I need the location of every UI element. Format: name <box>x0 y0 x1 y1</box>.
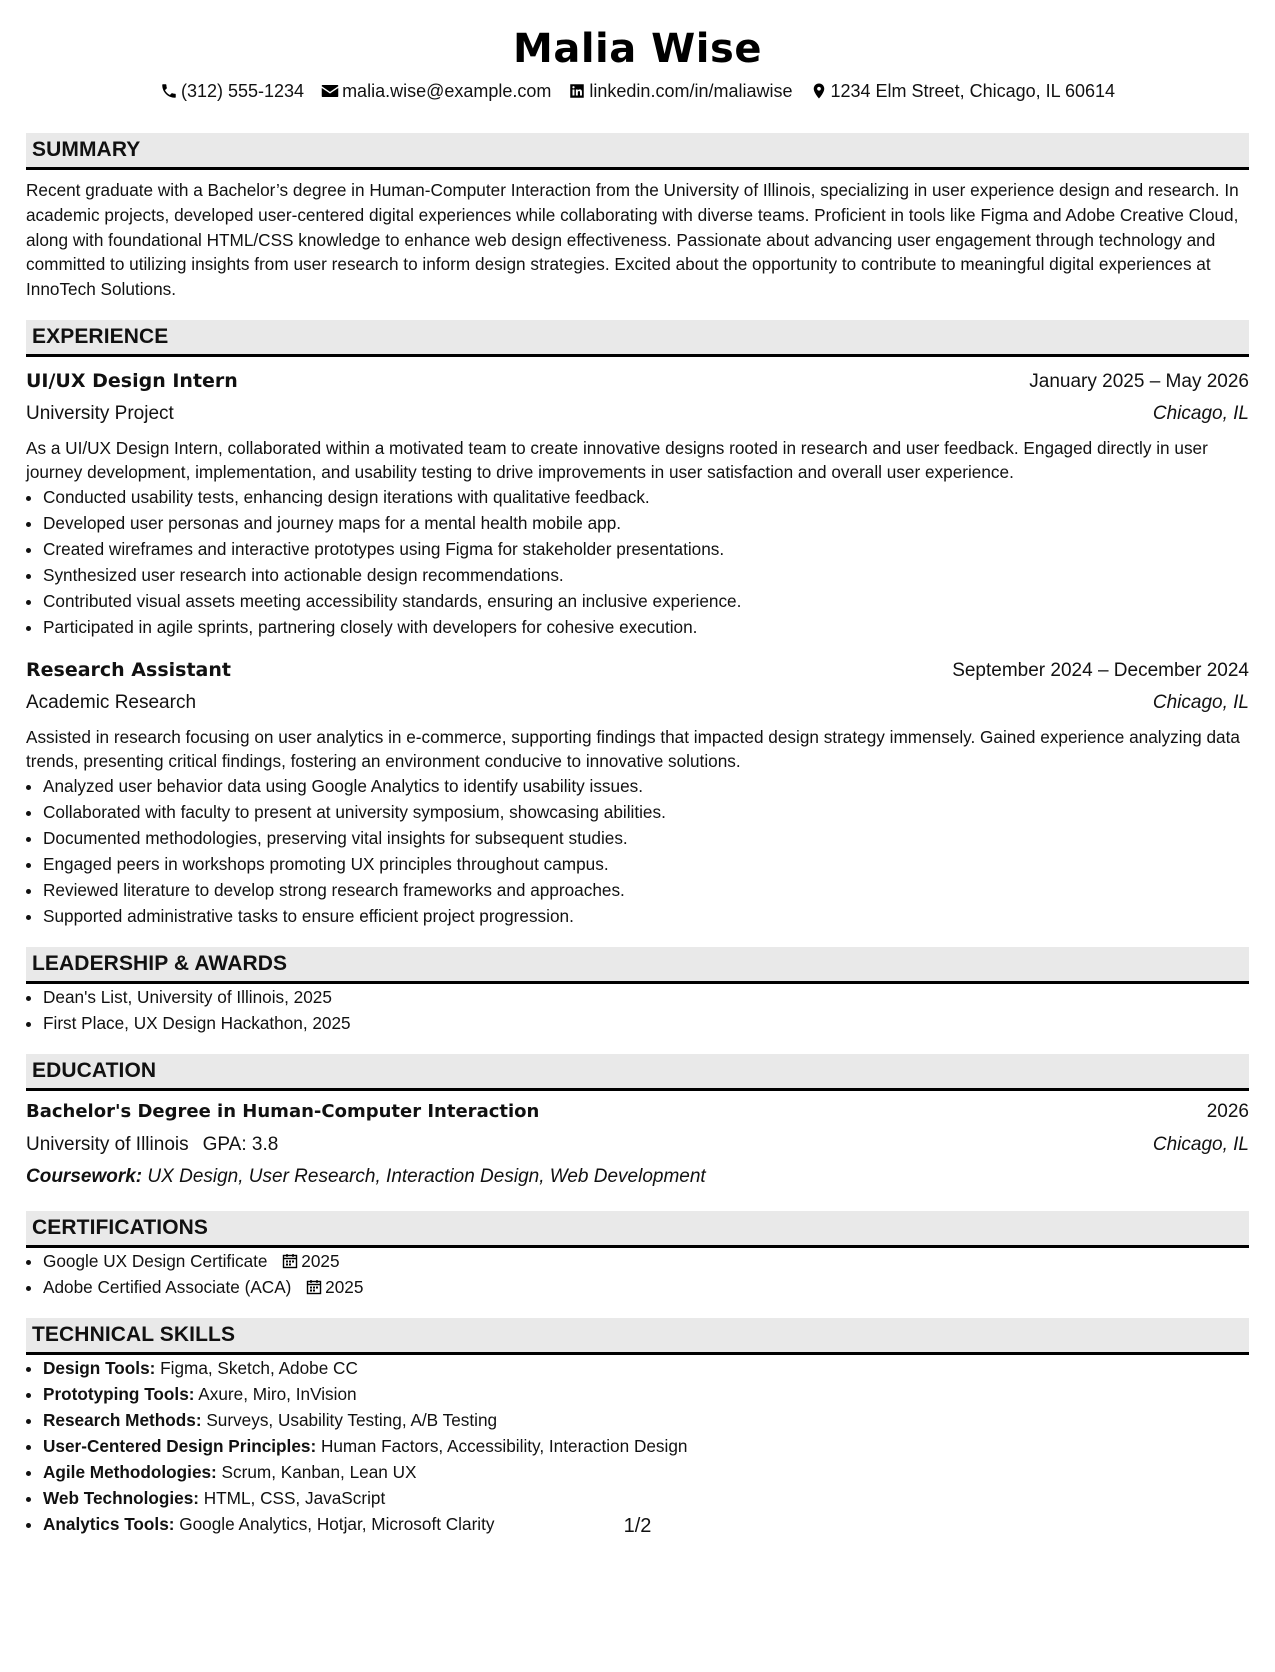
job-location: Chicago, IL <box>1152 402 1249 424</box>
skill-label: Web Technologies: <box>43 1487 199 1508</box>
email-text: malia.wise@example.com <box>342 81 552 101</box>
coursework-list: UX Design, User Research, Interaction Design, Web Development <box>142 1165 706 1187</box>
list-item: • Participated in agile sprints, partnering closely with developers for cohesive execution. <box>43 614 1249 640</box>
candidate-name: Malia Wise <box>513 26 762 72</box>
school-name: University of Illinois <box>26 1133 189 1155</box>
phone-icon <box>160 82 178 100</box>
skill-label: Research Methods: <box>43 1409 202 1430</box>
list-item <box>43 1248 1249 1274</box>
job-organization: University Project <box>26 402 174 424</box>
certification-year: 2025 <box>325 1276 364 1297</box>
education-entry <box>26 1095 1249 1193</box>
skill-value: Surveys, Usability Testing, A/B Testing <box>201 1409 498 1430</box>
list-item <box>43 1459 1249 1485</box>
certification-name: Adobe Certified Associate (ACA) <box>43 1276 292 1297</box>
contact-bar <box>26 79 1249 103</box>
job-organization: Academic Research <box>26 691 197 713</box>
list-item: • Supported administrative tasks to ensure efficient project progression. <box>43 903 1249 929</box>
list-item: • Analyzed user behavior data using Google Analytics to identify usability issues. <box>43 773 1249 799</box>
list-item: • Developed user personas and journey maps for a mental health mobile app. <box>43 510 1249 536</box>
section-header-education: EDUCATION <box>26 1054 1249 1091</box>
certification-year: 2025 <box>301 1250 340 1271</box>
certifications-list <box>26 1248 1249 1300</box>
section-header-skills: TECHNICAL SKILLS <box>26 1318 1249 1355</box>
list-item: • Reviewed literature to develop strong research frameworks and approaches. <box>43 877 1249 903</box>
list-item: • Created wireframes and interactive prototypes using Figma for stakeholder presentations. <box>43 536 1249 562</box>
map-pin-icon <box>810 82 828 100</box>
job-title: UI/UX Design Intern <box>26 369 238 392</box>
gpa: GPA: 3.8 <box>202 1133 279 1155</box>
skill-value: HTML, CSS, JavaScript <box>198 1487 386 1508</box>
skill-label: User-Centered Design Principles: <box>43 1435 317 1456</box>
page-number: 1/2 <box>623 1515 652 1537</box>
list-item: • Engaged peers in workshops promoting UX principles throughout campus. <box>43 851 1249 877</box>
contact-phone <box>160 79 304 103</box>
list-item <box>43 1407 1249 1433</box>
certification-name: Google UX Design Certificate <box>43 1250 268 1271</box>
list-item: • Documented methodologies, preserving vital insights for subsequent studies. <box>43 825 1249 851</box>
leadership-list <box>26 984 1249 1036</box>
phone-text: (312) 555-1234 <box>180 81 305 101</box>
list-item <box>43 1485 1249 1511</box>
resume-page <box>0 22 1275 1672</box>
skill-label: Agile Methodologies: <box>43 1461 217 1482</box>
address-text: 1234 Elm Street, Chicago, IL 60614 <box>830 81 1116 101</box>
section-header-certifications: CERTIFICATIONS <box>26 1211 1249 1248</box>
envelope-icon <box>321 82 339 100</box>
skill-label: Prototyping Tools: <box>43 1383 195 1404</box>
contact-address <box>810 79 1116 103</box>
list-item: • Collaborated with faculty to present at university symposium, showcasing abilities. <box>43 799 1249 825</box>
list-item <box>43 1355 1249 1381</box>
skill-value: Axure, Miro, InVision <box>194 1383 357 1404</box>
job-bullets <box>26 484 1249 640</box>
summary-text: Recent graduate with a Bachelor’s degree in Human-Computer Interaction from the University of Illinois, specializing in user experience design and research. In academic projects, developed user-centered digital experiences while collaborating with diverse teams. Proficient in tools like Figma and Adobe Creative Cloud, along with foundational HTML/CSS knowledge to enhance web design effectiveness. Passionate about advancing user engagement through technology and committed to utilizing insights from user research to inform design strategies. Excited about the opportunity to contribute to meaningful digital experiences at InnoTech Solutions. <box>26 180 1239 300</box>
list-item: • Dean's List, University of Illinois, 2025 <box>43 984 1249 1010</box>
list-item: • First Place, UX Design Hackathon, 2025 <box>43 1010 1249 1036</box>
linkedin-text: linkedin.com/in/maliawise <box>589 81 793 101</box>
job-dates: September 2024 – December 2024 <box>952 659 1249 681</box>
section-header-summary: SUMMARY <box>26 133 1249 170</box>
skill-label: Design Tools: <box>43 1357 156 1378</box>
experience-entry <box>26 365 1249 640</box>
list-item: • Contributed visual assets meeting accessibility standards, ensuring an inclusive experience. <box>43 588 1249 614</box>
skill-value: Human Factors, Accessibility, Interaction Design <box>316 1435 688 1456</box>
skill-value: Figma, Sketch, Adobe CC <box>155 1357 358 1378</box>
skills-list <box>26 1355 1249 1537</box>
coursework <box>26 1161 1249 1193</box>
section-header-experience: EXPERIENCE <box>26 320 1249 357</box>
list-item <box>43 1433 1249 1459</box>
list-item <box>43 1274 1249 1300</box>
skill-value: Google Analytics, Hotjar, Microsoft Clarity <box>174 1513 495 1534</box>
contact-email[interactable] <box>321 79 551 103</box>
school-location: Chicago, IL <box>1152 1133 1249 1155</box>
calendar-icon <box>282 1253 298 1269</box>
skill-value: Scrum, Kanban, Lean UX <box>216 1461 417 1482</box>
list-item <box>43 1381 1249 1407</box>
job-location: Chicago, IL <box>1152 691 1249 713</box>
job-bullets <box>26 773 1249 929</box>
experience-entry <box>26 654 1249 929</box>
list-item: • Conducted usability tests, enhancing design iterations with qualitative feedback. <box>43 484 1249 510</box>
job-dates: January 2025 – May 2026 <box>1029 370 1249 392</box>
section-header-leadership: LEADERSHIP & AWARDS <box>26 947 1249 984</box>
skill-label: Analytics Tools: <box>43 1513 175 1534</box>
job-description: As a UI/UX Design Intern, collaborated within a motivated team to create innovative designs rooted in research and user feedback. Engaged directly in user journey development, implementation, and usability testing to drive improvements in user satisfaction and overall user experience. <box>26 437 1208 482</box>
list-item: • Synthesized user research into actionable design recommendations. <box>43 562 1249 588</box>
degree-title: Bachelor's Degree in Human-Computer Interaction <box>26 1100 540 1122</box>
coursework-label: Coursework: <box>26 1165 143 1187</box>
linkedin-icon <box>568 82 586 100</box>
job-title: Research Assistant <box>26 658 231 681</box>
contact-linkedin[interactable] <box>568 79 792 103</box>
job-description: Assisted in research focusing on user analytics in e-commerce, supporting findings that impacted design strategy immensely. Gained experience analyzing data trends, presenting critical findings, fostering an environment conducive to innovative solutions. <box>26 726 1240 771</box>
graduation-year: 2026 <box>1206 1100 1249 1122</box>
calendar-icon <box>306 1279 322 1295</box>
